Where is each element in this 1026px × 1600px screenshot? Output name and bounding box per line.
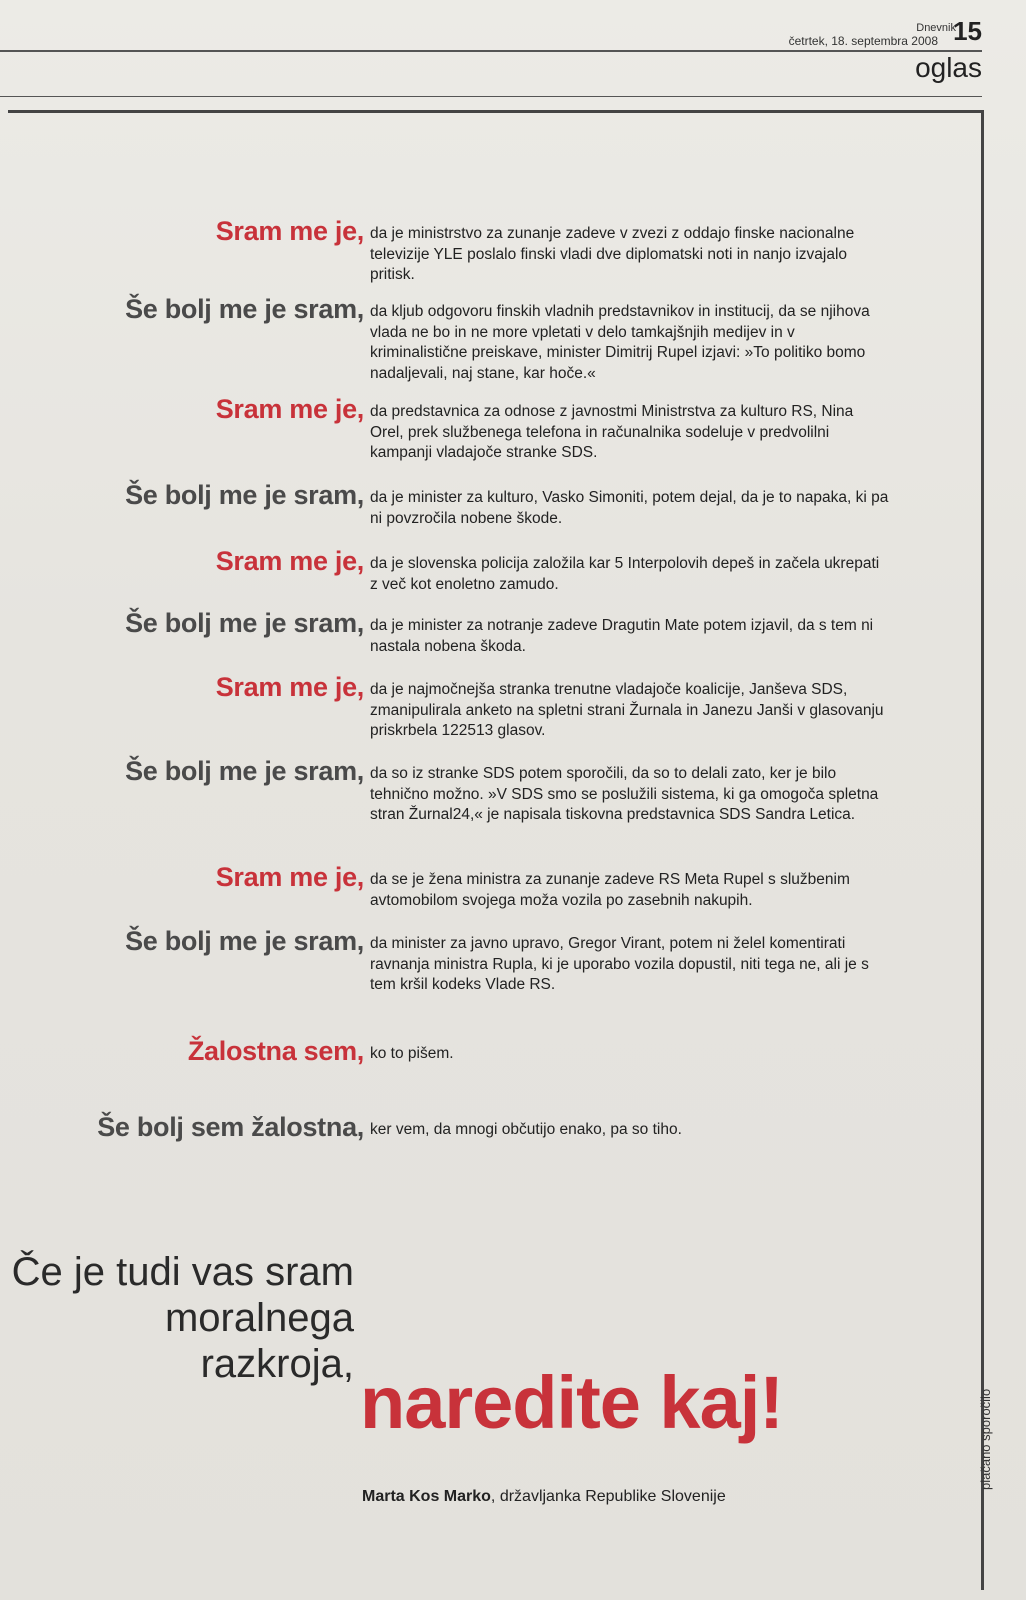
signature-role: , državljanka Republike Slovenije [490, 1488, 726, 1505]
statement-text: da je minister za kulturo, Vasko Simoniti, potem dejal, da je to napaka, ki pa ni povzročila nobene škode. [370, 489, 889, 527]
section-label: oglas [915, 52, 982, 83]
statement-text: da je najmočnejša stranka trenutne vladajoče koalicije, Janševa SDS, zmanipulirala anketo na spletni strani Žurnala in Janezu Janši v glasovanju priskrbela 122513 glasov. [370, 681, 884, 739]
statement-text: ker vem, da mnogi občutijo enako, pa so tiho. [370, 1121, 682, 1138]
statement-lead: Sram me je, [215, 216, 364, 246]
statement-text: da je minister za notranje zadeve Dragutin Mate potem izjavil, da s tem ni nastala nobena škoda. [370, 617, 874, 655]
paper-name: Dnevnik [916, 22, 956, 34]
closing-line-3: razkroja, [200, 1342, 354, 1386]
statement-lead: Še bolj me je sram, [125, 608, 364, 638]
statement-lead: Še bolj me je sram, [125, 480, 364, 510]
statement-lead: Še bolj me je sram, [125, 756, 364, 786]
statement-lead: Sram me je, [215, 394, 364, 424]
statement-text: da minister za javno upravo, Gregor Virant, potem ni želel komentirati ravnanja ministra Rupla, ki je uporabo vozila dopustil, niti tega ne, ali je s tem kršil kodeks Vlade RS. [370, 935, 869, 993]
statement-lead: Sram me je, [215, 672, 364, 702]
statement-lead: Žalostna sem, [187, 1036, 364, 1066]
statement-text: da je slovenska policija založila kar 5 Interpolovih depeš in začela ukrepati z več kot enoletno zamudo. [370, 555, 880, 593]
section-rule [0, 96, 982, 97]
page-number: 15 [953, 16, 982, 46]
signature-name: Marta Kos Marko [362, 1488, 491, 1505]
statement-lead: Sram me je, [215, 546, 364, 576]
statement-text: da predstavnica za odnose z javnostmi Ministrstva za kulturo RS, Nina Orel, prek službenega telefona in računalnika sodeluje v predvolilni kampanji vladajoče stranke SDS. [370, 403, 854, 461]
statement-text: da so iz stranke SDS potem sporočili, da so to delali zato, ker je bilo tehnično možno. »V SDS smo se poslužili sistema, ki ga omogoča spletna stran Žurnal24,« je napisala tiskovna predstavnica SDS Sandra Letica. [370, 765, 879, 823]
paid-message-note: plačano sporočilo [978, 1388, 993, 1490]
statement-text: da je ministrstvo za zunanje zadeve v zvezi z oddajo finske nacionalne televizije YLE poslalo finski vladi dve diplomatski noti in nanjo izvajalo pritisk. [370, 225, 855, 283]
statement-text: ko to pišem. [370, 1045, 454, 1062]
statement-lead: Še bolj me je sram, [125, 294, 364, 324]
statement-text: da kljub odgovoru finskih vladnih predstavnikov in institucij, da se njihova vlada ne bo in ne more vpletati v delo tamkajšnjih medijev in v kriminalistične preiskave, minister Dimitrij Rupel izjavi: »To politiko bomo nadaljevali, naj stane, kar hoče.« [370, 303, 870, 382]
statement-lead: Sram me je, [215, 862, 364, 892]
header-rule [0, 50, 982, 52]
statement-text: da se je žena ministra za zunanje zadeve RS Meta Rupel s službenim avtomobilom svojega moža vozila po zasebnih nakupih. [370, 871, 850, 909]
closing-line-2: moralnega [164, 1296, 354, 1340]
closing-line-1: Če je tudi vas sram [11, 1250, 354, 1294]
statement-lead: Še bolj me je sram, [125, 926, 364, 956]
signature [362, 1488, 726, 1506]
statement-lead: Še bolj sem žalostna, [97, 1112, 364, 1142]
call-to-action: naredite kaj! [360, 1361, 783, 1444]
issue-date: četrtek, 18. septembra 2008 [788, 34, 938, 48]
